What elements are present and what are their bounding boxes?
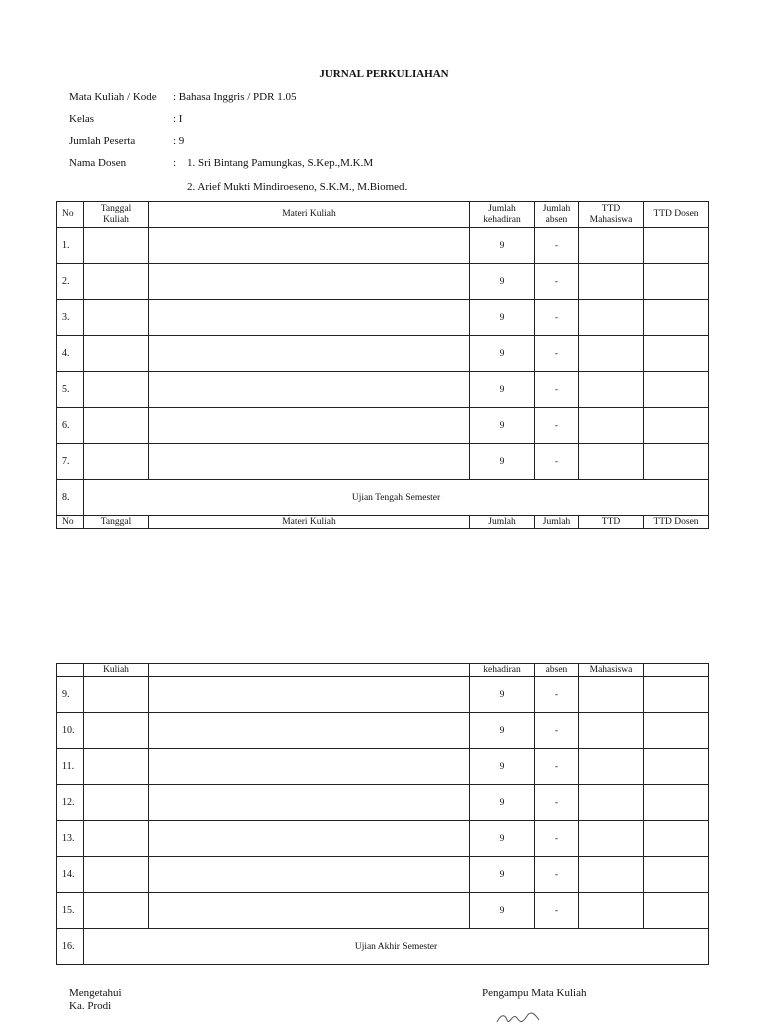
table-row bbox=[57, 300, 709, 336]
row-absen: - bbox=[535, 677, 579, 713]
dosen-label: Nama Dosen bbox=[69, 157, 127, 169]
peserta-label: Jumlah Peserta bbox=[69, 135, 136, 147]
table-row bbox=[57, 821, 709, 857]
row-materi[interactable] bbox=[149, 749, 470, 785]
row-tanggal[interactable] bbox=[84, 677, 149, 713]
row-kehadiran: 9 bbox=[470, 749, 535, 785]
header-absen: Jumlah bbox=[535, 516, 579, 529]
row-tanggal[interactable] bbox=[84, 336, 149, 372]
repeated-header-bottom bbox=[57, 664, 709, 677]
table-row bbox=[57, 749, 709, 785]
row-kehadiran: 9 bbox=[470, 893, 535, 929]
pengampu-label: Pengampu Mata Kuliah bbox=[482, 987, 587, 999]
header-kehadiran: Jumlah bbox=[470, 516, 535, 529]
row-ttd-mahasiswa[interactable] bbox=[579, 713, 644, 749]
table-header bbox=[57, 202, 709, 228]
mata-kuliah-value: : Bahasa Inggris / PDR 1.05 bbox=[173, 91, 297, 103]
info-kelas bbox=[69, 113, 182, 125]
row-ttd-mahasiswa[interactable] bbox=[579, 444, 644, 480]
row-no: 3. bbox=[57, 300, 84, 336]
row-ttd-mahasiswa[interactable] bbox=[579, 857, 644, 893]
row-tanggal[interactable] bbox=[84, 857, 149, 893]
row-ttd-dosen[interactable] bbox=[644, 857, 709, 893]
row-absen: - bbox=[535, 336, 579, 372]
signature-scribble bbox=[495, 1010, 555, 1024]
row-ttd-mahasiswa[interactable] bbox=[579, 677, 644, 713]
info-dosen bbox=[69, 157, 373, 169]
row-absen: - bbox=[535, 372, 579, 408]
row-materi[interactable] bbox=[149, 372, 470, 408]
header-ttd-mahasiswa: TTD Mahasiswa bbox=[579, 202, 644, 228]
row-materi[interactable] bbox=[149, 228, 470, 264]
header-ttd-dosen: TTD Dosen bbox=[644, 202, 709, 228]
row-ttd-dosen[interactable] bbox=[644, 444, 709, 480]
row-kehadiran: 9 bbox=[470, 821, 535, 857]
row-kehadiran: 9 bbox=[470, 857, 535, 893]
header-materi bbox=[149, 664, 470, 677]
header-tanggal: Tanggal bbox=[84, 516, 149, 529]
header-tanggal: Kuliah bbox=[84, 664, 149, 677]
row-materi[interactable] bbox=[149, 821, 470, 857]
header-materi: Materi Kuliah bbox=[149, 202, 470, 228]
uas-label: Ujian Akhir Semester bbox=[84, 929, 709, 965]
row-absen: - bbox=[535, 444, 579, 480]
row-tanggal[interactable] bbox=[84, 372, 149, 408]
table-row bbox=[57, 677, 709, 713]
header-no: No bbox=[57, 516, 84, 529]
row-no: 6. bbox=[57, 408, 84, 444]
row-kehadiran: 9 bbox=[470, 713, 535, 749]
row-no: 11. bbox=[57, 749, 84, 785]
row-ttd-mahasiswa[interactable] bbox=[579, 372, 644, 408]
header-ttd-dosen bbox=[644, 664, 709, 677]
row-ttd-dosen[interactable] bbox=[644, 300, 709, 336]
row-tanggal[interactable] bbox=[84, 713, 149, 749]
row-ttd-dosen[interactable] bbox=[644, 677, 709, 713]
header-ttd-dosen: TTD Dosen bbox=[644, 516, 709, 529]
header-materi: Materi Kuliah bbox=[149, 516, 470, 529]
row-kehadiran: 9 bbox=[470, 336, 535, 372]
uas-row bbox=[57, 929, 709, 965]
row-no: 5. bbox=[57, 372, 84, 408]
row-tanggal[interactable] bbox=[84, 444, 149, 480]
row-kehadiran: 9 bbox=[470, 228, 535, 264]
row-tanggal[interactable] bbox=[84, 749, 149, 785]
row-ttd-dosen[interactable] bbox=[644, 893, 709, 929]
row-tanggal[interactable] bbox=[84, 228, 149, 264]
header-ttd-mahasiswa: TTD bbox=[579, 516, 644, 529]
table-row bbox=[57, 372, 709, 408]
row-absen: - bbox=[535, 300, 579, 336]
row-materi[interactable] bbox=[149, 677, 470, 713]
row-kehadiran: 9 bbox=[470, 677, 535, 713]
row-absen: - bbox=[535, 821, 579, 857]
dosen-2: 2. Arief Mukti Mindiroeseno, S.K.M., M.Biomed. bbox=[187, 181, 408, 193]
info-mata-kuliah bbox=[69, 91, 296, 103]
table-row bbox=[57, 228, 709, 264]
page-title: JURNAL PERKULIAHAN bbox=[319, 68, 449, 80]
row-ttd-mahasiswa[interactable] bbox=[579, 893, 644, 929]
table-row bbox=[57, 336, 709, 372]
row-ttd-mahasiswa[interactable] bbox=[579, 408, 644, 444]
journal-table-part1 bbox=[56, 201, 709, 529]
row-ttd-dosen[interactable] bbox=[644, 372, 709, 408]
row-materi[interactable] bbox=[149, 444, 470, 480]
journal-table-part2 bbox=[56, 663, 709, 965]
row-no: 7. bbox=[57, 444, 84, 480]
dosen-1: : 1. Sri Bintang Pamungkas, S.Kep.,M.K.M bbox=[173, 157, 374, 169]
uts-row bbox=[57, 480, 709, 516]
row-tanggal[interactable] bbox=[84, 300, 149, 336]
row-no: 2. bbox=[57, 264, 84, 300]
header-tanggal: Tanggal Kuliah bbox=[84, 202, 149, 228]
row-ttd-mahasiswa[interactable] bbox=[579, 336, 644, 372]
mengetahui-label: Mengetahui bbox=[69, 987, 122, 999]
row-no: 12. bbox=[57, 785, 84, 821]
row-absen: - bbox=[535, 713, 579, 749]
header-absen: Jumlah absen bbox=[535, 202, 579, 228]
table-row bbox=[57, 785, 709, 821]
ka-prodi-label: Ka. Prodi bbox=[69, 1000, 112, 1012]
row-tanggal[interactable] bbox=[84, 821, 149, 857]
row-tanggal[interactable] bbox=[84, 408, 149, 444]
table-row bbox=[57, 264, 709, 300]
uts-label: Ujian Tengah Semester bbox=[84, 480, 709, 516]
peserta-value: : 9 bbox=[173, 135, 185, 147]
header-no bbox=[57, 664, 84, 677]
row-ttd-mahasiswa[interactable] bbox=[579, 821, 644, 857]
header-kehadiran: kehadiran bbox=[470, 664, 535, 677]
row-ttd-dosen[interactable] bbox=[644, 749, 709, 785]
row-no: 9. bbox=[57, 677, 84, 713]
header-no: No bbox=[57, 202, 84, 228]
header-kehadiran: Jumlah kehadiran bbox=[470, 202, 535, 228]
row-ttd-mahasiswa[interactable] bbox=[579, 785, 644, 821]
table-row bbox=[57, 893, 709, 929]
mata-kuliah-label: Mata Kuliah / Kode bbox=[69, 91, 157, 103]
kelas-value: : I bbox=[173, 113, 183, 125]
row-tanggal[interactable] bbox=[84, 785, 149, 821]
row-materi[interactable] bbox=[149, 408, 470, 444]
row-no: 10. bbox=[57, 713, 84, 749]
table-row bbox=[57, 444, 709, 480]
kelas-label: Kelas bbox=[69, 113, 95, 125]
row-no: 15. bbox=[57, 893, 84, 929]
row-kehadiran: 9 bbox=[470, 300, 535, 336]
row-no: 16. bbox=[57, 929, 84, 965]
row-no: 14. bbox=[57, 857, 84, 893]
row-ttd-dosen[interactable] bbox=[644, 408, 709, 444]
row-ttd-dosen[interactable] bbox=[644, 785, 709, 821]
row-ttd-mahasiswa[interactable] bbox=[579, 228, 644, 264]
row-ttd-dosen[interactable] bbox=[644, 228, 709, 264]
table-row bbox=[57, 408, 709, 444]
row-no: 1. bbox=[57, 228, 84, 264]
row-ttd-dosen[interactable] bbox=[644, 264, 709, 300]
row-kehadiran: 9 bbox=[470, 785, 535, 821]
header-ttd-mahasiswa: Mahasiswa bbox=[579, 664, 644, 677]
row-kehadiran: 9 bbox=[470, 444, 535, 480]
row-materi[interactable] bbox=[149, 893, 470, 929]
row-tanggal[interactable] bbox=[84, 264, 149, 300]
row-absen: - bbox=[535, 408, 579, 444]
row-absen: - bbox=[535, 749, 579, 785]
repeated-header-top bbox=[57, 516, 709, 529]
row-tanggal[interactable] bbox=[84, 893, 149, 929]
row-materi[interactable] bbox=[149, 300, 470, 336]
row-kehadiran: 9 bbox=[470, 408, 535, 444]
row-ttd-dosen[interactable] bbox=[644, 821, 709, 857]
header-absen: absen bbox=[535, 664, 579, 677]
info-peserta bbox=[69, 135, 184, 147]
table-row bbox=[57, 713, 709, 749]
row-materi[interactable] bbox=[149, 713, 470, 749]
row-materi[interactable] bbox=[149, 857, 470, 893]
row-absen: - bbox=[535, 228, 579, 264]
row-absen: - bbox=[535, 857, 579, 893]
row-absen: - bbox=[535, 264, 579, 300]
row-ttd-mahasiswa[interactable] bbox=[579, 300, 644, 336]
row-absen: - bbox=[535, 893, 579, 929]
row-materi[interactable] bbox=[149, 785, 470, 821]
row-no: 13. bbox=[57, 821, 84, 857]
row-no: 4. bbox=[57, 336, 84, 372]
row-materi[interactable] bbox=[149, 336, 470, 372]
mengetahui-block bbox=[69, 987, 122, 1013]
row-kehadiran: 9 bbox=[470, 264, 535, 300]
row-ttd-dosen[interactable] bbox=[644, 336, 709, 372]
row-kehadiran: 9 bbox=[470, 372, 535, 408]
row-ttd-dosen[interactable] bbox=[644, 713, 709, 749]
row-absen: - bbox=[535, 785, 579, 821]
row-materi[interactable] bbox=[149, 264, 470, 300]
row-no: 8. bbox=[57, 480, 84, 516]
row-ttd-mahasiswa[interactable] bbox=[579, 264, 644, 300]
table-row bbox=[57, 857, 709, 893]
row-ttd-mahasiswa[interactable] bbox=[579, 749, 644, 785]
